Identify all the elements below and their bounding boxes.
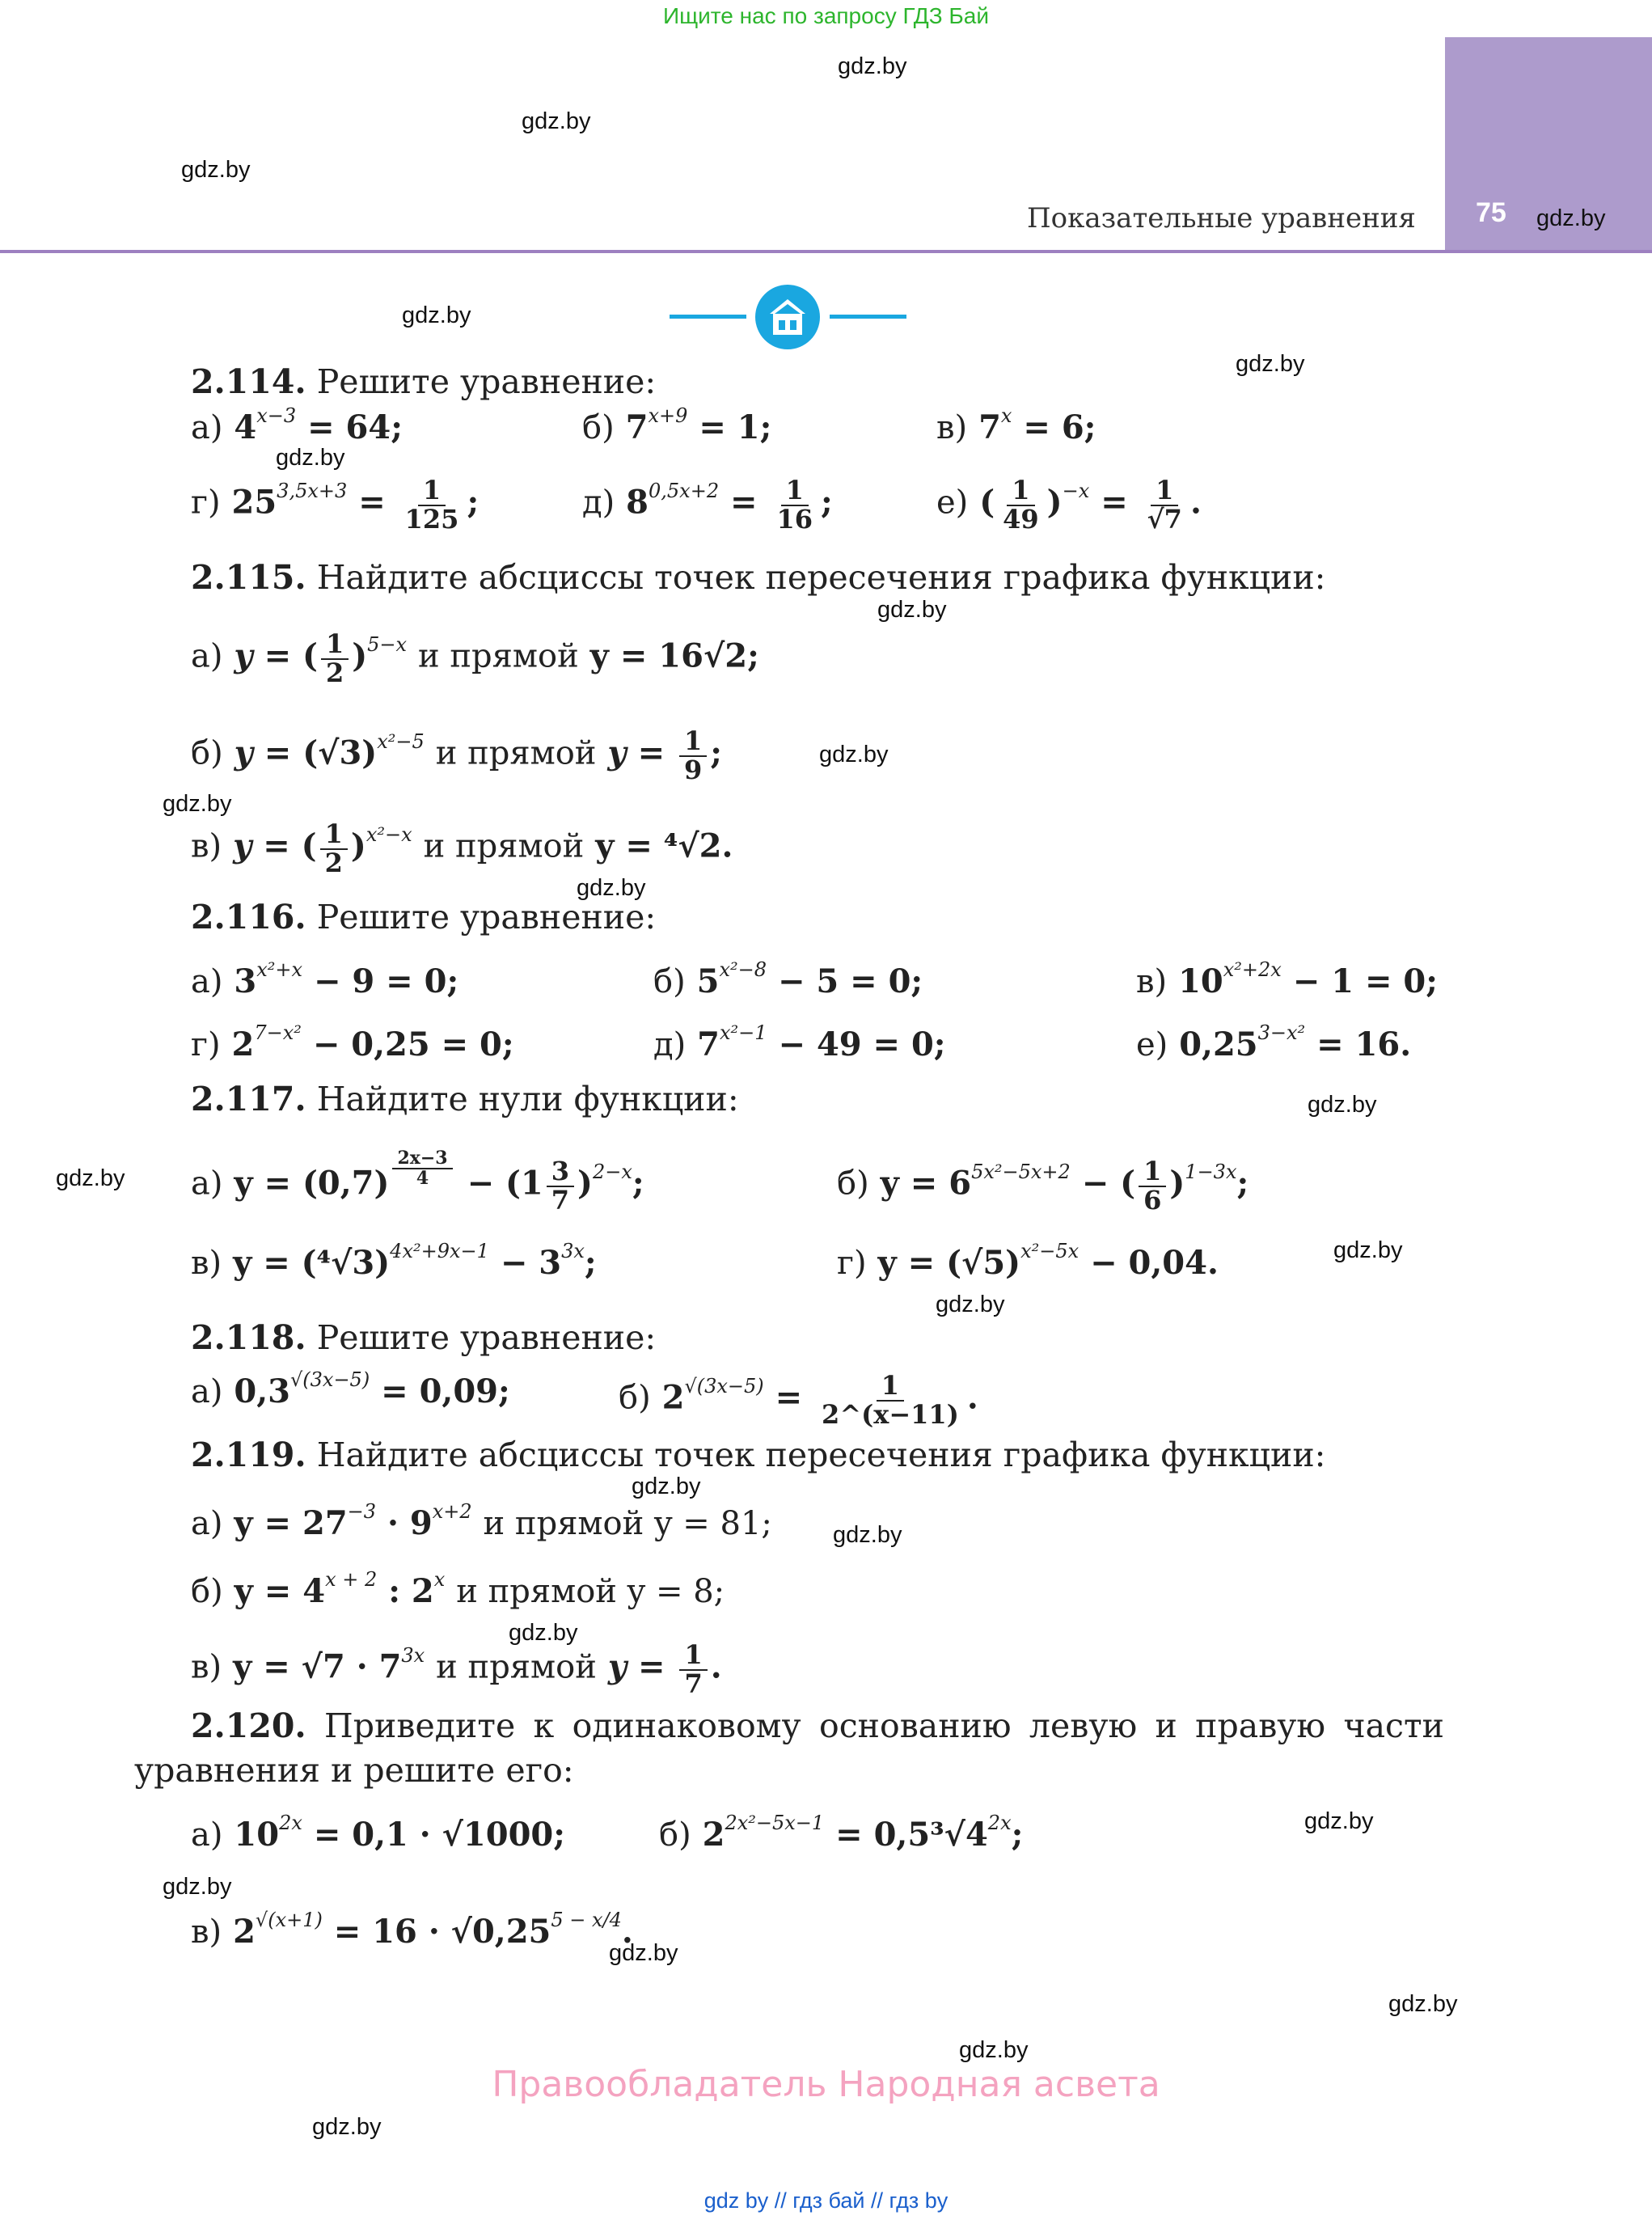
problem-2-114-b: б) $7^{x+9} = 1$; [582, 404, 772, 446]
problem-2-120-heading-cont: уравнения и решите его: [134, 1751, 574, 1790]
watermark: gdz.by [1304, 1808, 1374, 1834]
page-number: 75 [1476, 197, 1506, 228]
problem-2-114-v: в) 7$^x$ = 6; [936, 404, 1096, 446]
problem-2-115-heading: 2.115. Найдите абсциссы точек пересечения графика функции: [191, 558, 1326, 597]
problem-2-117-heading: 2.117. Найдите нули функции: [191, 1080, 739, 1118]
problem-2-117-g: г) $y = (√5)^{x^2-5x} - 0,04$. [837, 1240, 1219, 1282]
problem-2-116-d: д) $7^{x^2-1} - 49 = 0$; [653, 1021, 946, 1063]
top-promo-link[interactable]: Ищите нас по запросу ГДЗ Бай [662, 3, 990, 28]
problem-2-120-v: в) $2^{√(x+1)} = 16 \cdot √0,25^{5 - x/4}$. [191, 1909, 633, 1951]
watermark: gdz.by [1333, 1237, 1403, 1263]
watermark: gdz.by [936, 1292, 1005, 1317]
problem-2-117-a: а) y = (0,7) $\frac{2x-3}{4}$ − (1 $\frac{3}{7}$ )$^{2-x}$; [191, 1147, 644, 1216]
home-line-right [830, 315, 906, 319]
watermark: gdz.by [632, 1474, 701, 1499]
copyright-notice: Правообладатель Народная асвета [492, 2064, 1160, 2105]
problem-2-119-a: а) $y = 27^{-3} \cdot 9^{x+2}$ и прямой y = 81; [191, 1500, 772, 1542]
problem-2-117-v: в) $y = (^4√3)^{4x^2+9x-1} - 3^{3x}$; [191, 1240, 597, 1282]
problem-2-119-heading: 2.119. Найдите абсциссы точек пересечения графика функции: [191, 1435, 1326, 1474]
watermark: gdz.by [402, 302, 471, 328]
problem-2-116-g: г) $2^{7-x^2} - 0,25 = 0$; [191, 1021, 514, 1063]
problem-2-115-a: а) y = ( $\frac{1}{2}$ )$^{5-x}$ и прямой y = 16√2; [191, 628, 759, 688]
section-title: Показательные уравнения [1027, 202, 1416, 235]
footer-links[interactable]: gdz by // гдз бай // гдз by [703, 2188, 949, 2213]
watermark: gdz.by [577, 875, 646, 901]
problem-2-120-b: б) $2^{2x^2-5x-1} = 0,5^3√4^{2x}$; [659, 1812, 1024, 1854]
watermark: gdz.by [181, 157, 251, 183]
header-divider [0, 250, 1652, 253]
problem-2-116-v: в) $10^{x^2+2x} - 1 = 0$; [1136, 958, 1438, 1000]
problem-2-118-heading: 2.118. Решите уравнение: [191, 1318, 657, 1357]
problem-2-114-e: е) ( $\frac{1}{49}$ )$^{-x}$ = $\frac{1}{√7}$ . [936, 475, 1202, 535]
watermark: gdz.by [959, 2037, 1029, 2063]
watermark: gdz.by [163, 791, 232, 817]
problem-2-117-b: б) $y = 6^{5x^2-5x+2}$ − ( $\frac{1}{6}$ )$^{1-3x}$; [837, 1156, 1249, 1216]
problem-2-114-g: г) $25^{3,5x+3}$ = $\frac{1}{125}$ ; [191, 475, 480, 535]
problem-2-114-d: д) $8^{0,5x+2}$ = $\frac{1}{16}$ ; [582, 475, 833, 535]
problem-2-119-b: б) $y = 4^{x + 2}$ : 2$^x$ и прямой y = 8; [191, 1568, 725, 1610]
problem-2-118-b: б) $2^{√(3x-5)}$ = $\frac{1}{2\^{}(x-11)}$ . [619, 1370, 978, 1430]
watermark: gdz.by [1536, 205, 1606, 231]
problem-2-119-v: в) $y = √7 \cdot 7^{3x}$ и прямой y = $\frac{1}{7}$ . [191, 1639, 722, 1699]
problem-2-116-a: а) $3^{x^2+x} - 9 = 0$; [191, 958, 459, 1000]
watermark: gdz.by [819, 742, 889, 767]
watermark: gdz.by [1308, 1092, 1377, 1118]
watermark: gdz.by [163, 1874, 232, 1900]
watermark: gdz.by [522, 108, 591, 134]
problem-2-114-a: а) $4^{x-3} = 64$; [191, 404, 403, 446]
watermark: gdz.by [312, 2114, 382, 2140]
problem-2-115-v: в) y = ( $\frac{1}{2}$ )$^{x^2-x}$ и прямой y = ⁴√2. [191, 818, 733, 878]
watermark: gdz.by [833, 1522, 902, 1548]
problem-2-120-heading: 2.120. Приведите к одинаковому основанию левую и правую части [191, 1706, 1444, 1745]
home-icon[interactable] [755, 285, 820, 349]
home-line-left [670, 315, 746, 319]
watermark: gdz.by [838, 53, 907, 79]
problem-2-115-b: б) $y = (√3)^{x^2-5}$ и прямой y = $\frac{1}{9}$ ; [191, 725, 723, 785]
problem-2-120-a: а) $10^{2x} = 0,1 \cdot √1000$; [191, 1812, 566, 1854]
watermark: gdz.by [1236, 351, 1305, 377]
problem-2-114-heading: 2.114. Решите уравнение: [191, 362, 657, 401]
problem-2-116-b: б) $5^{x^2-8} - 5 = 0$; [653, 958, 923, 1000]
watermark: gdz.by [609, 1940, 678, 1966]
watermark: gdz.by [56, 1165, 125, 1191]
watermark: gdz.by [509, 1620, 578, 1646]
watermark: gdz.by [276, 445, 345, 471]
problem-2-116-e: е) $0,25^{3-x^2} = 16$. [1136, 1021, 1412, 1063]
problem-2-116-heading: 2.116. Решите уравнение: [191, 898, 657, 937]
watermark: gdz.by [1388, 1991, 1458, 2017]
problem-2-118-a: а) $0,3^{√(3x-5)} = 0,09$; [191, 1368, 510, 1410]
watermark: gdz.by [877, 597, 947, 623]
